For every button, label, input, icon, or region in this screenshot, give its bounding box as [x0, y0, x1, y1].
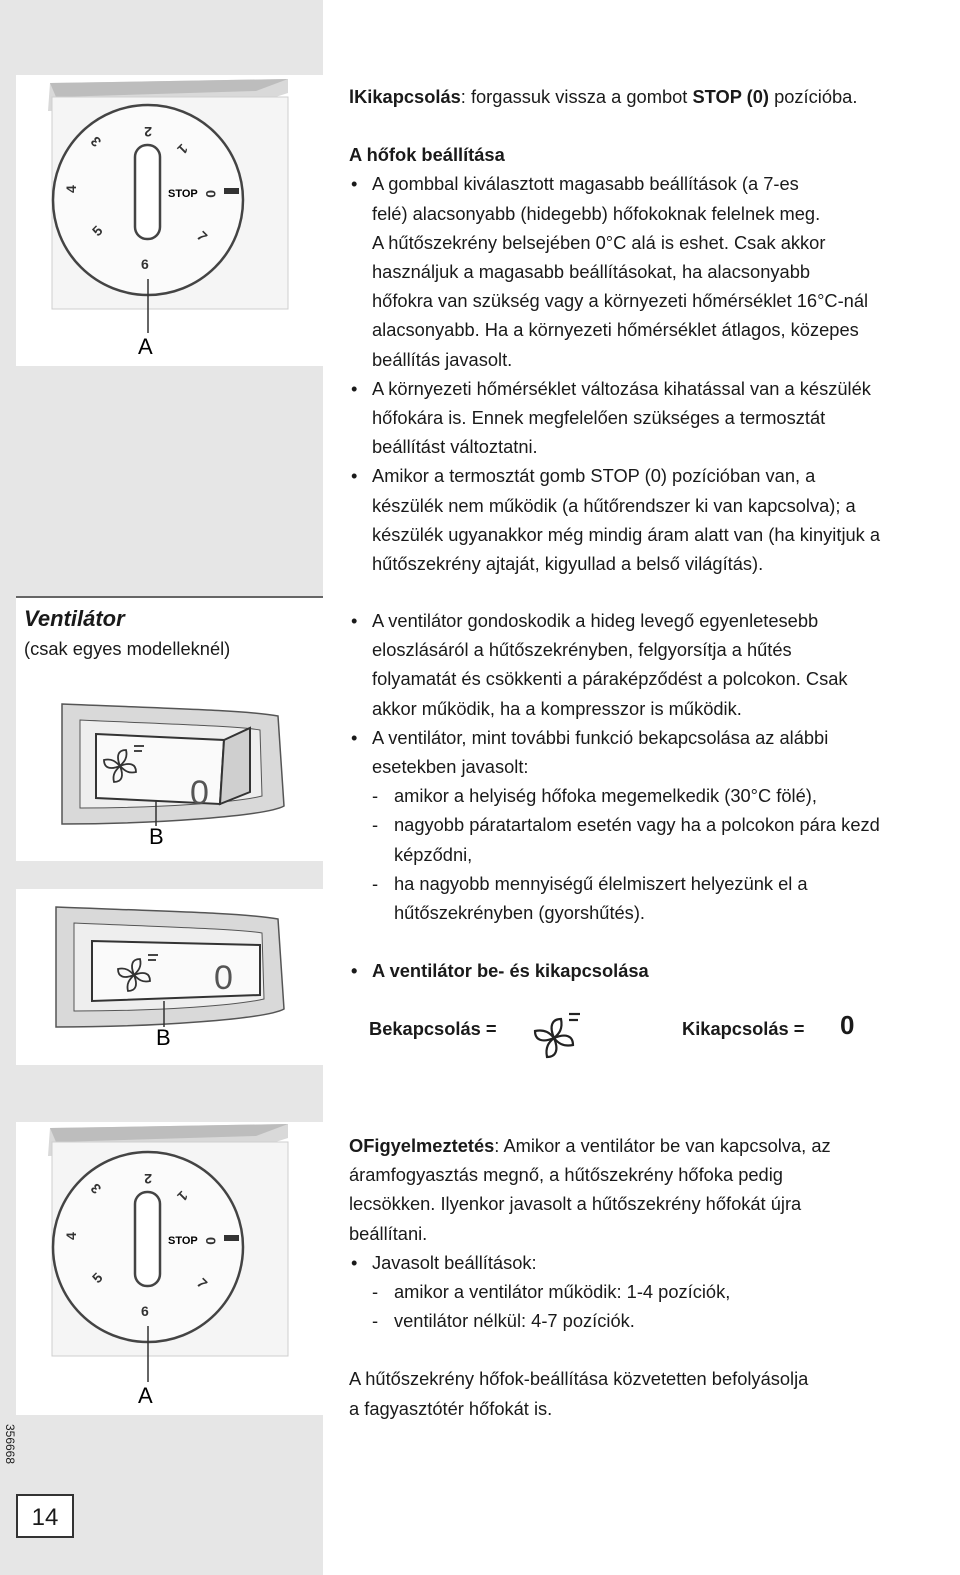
fan-off-label: Kikapcsolás =: [682, 1018, 805, 1039]
dash-item-temperature: - amikor a helyiség hőfoka megemelkedik (30°C fölé),: [349, 781, 959, 810]
dial-number-7: 7: [193, 227, 211, 245]
figure-label-a: A: [138, 1383, 153, 1408]
bullet-stop-position: • Amikor a termosztát gomb STOP (0) pozícióban van, a készülék nem működik (a hűtőrendszer ki van kapcsolva); a készülék ugyanakkor még mindig áram alatt van (ha kinyitjuk a hűtőszekrény ajtaját, kigyullad a belső világítás).: [349, 461, 949, 578]
warning-text-block: OFigyelmeztetés: Amikor a ventilátor be van kapcsolva, az áramfogyasztás megnő, a hűtőszekrény hőfoka pedig lecsökken. Ilyenkor javasolt a hűtőszekrény hőfokát újra beállítani. • Javasolt beállítások: - amikor a ventilátor működik: 1-4 pozíciók, - ventilátor nélkül: 4-7 pozíciók. A hűtőszekrény hőfok-beállítása közvetetten befolyásolja a fagyasztótér hőfokát is.: [349, 1131, 949, 1423]
fan-section-subtitle: (csak egyes modelleknél): [24, 638, 231, 659]
dial-number-1: 1: [174, 1187, 192, 1205]
fan-text-block: • A ventilátor gondoskodik a hideg levegő egyenletesebb eloszlásáról a hűtőszekrényben, felgyorsítja a hűtés folyamatát és csökkenti a páraképződést a polcokon. Csak akkor működik, ha a kompresszor is működik. • A ventilátor, mint további funkció bekapcsolása az alábbi esetekben javasolt: - amikor a helyiség hőfoka megemelkedik (30°C fölé), - nagyobb páratartalom esetén vagy ha a polcokon pára kezd képződni, - ha nagyobb mennyiségű élelmiszert helyezünk el a hűtőszekrényben (gyorshűtés).: [349, 606, 959, 927]
dial-number-3: 3: [87, 1180, 105, 1198]
switch-off-instruction: lKikapcsolás: forgassuk vissza a gombot STOP (0) pozícióba.: [349, 86, 858, 107]
switch-zero-label: 0: [190, 774, 209, 812]
dial-number-1: 1: [174, 140, 192, 158]
dial-number-4: 4: [63, 185, 79, 193]
dial-number-6: 6: [141, 256, 149, 272]
dial-number-5: 5: [88, 1269, 106, 1287]
dash-item-fan-on: - amikor a ventilátor működik: 1-4 pozíciók,: [349, 1277, 949, 1306]
bullet-fan-function: • A ventilátor gondoskodik a hideg levegő egyenletesebb eloszlásáról a hűtőszekrényben, felgyorsítja a hűtés folyamatát és csökkenti a páraképződést a polcokon. Csak akkor működik, ha a kompresszor is működik.: [349, 606, 959, 723]
dial-stop-label: STOP: [168, 1235, 198, 1247]
switch-figure-2: [16, 889, 323, 1065]
switch-zero-label: 0: [214, 959, 233, 997]
fan-section-header: [16, 596, 323, 688]
fan-off-symbol: 0: [840, 1010, 855, 1040]
temperature-heading: A hőfok beállítása: [349, 144, 505, 166]
dial-number-2: 2: [144, 124, 152, 140]
fan-section-title: Ventilátor: [24, 606, 125, 631]
fan-rocker-switch-flat-illustration: [16, 889, 323, 1065]
page-number: 14: [16, 1494, 74, 1538]
thermostat-dial-illustration: [16, 1122, 323, 1415]
dash-item-fan-off: - ventilátor nélkül: 4-7 pozíciók.: [349, 1306, 949, 1335]
bullet-recommended-settings: • Javasolt beállítások:: [349, 1248, 949, 1277]
warning-paragraph: OFigyelmeztetés: Amikor a ventilátor be van kapcsolva, az: [349, 1135, 831, 1156]
dial-number-0: 0: [203, 1237, 219, 1245]
figure-label-b: B: [156, 1025, 171, 1050]
fan-rocker-switch-illustration: [16, 686, 323, 861]
document-number: 356668: [3, 1423, 17, 1465]
thermostat-dial-illustration: [16, 75, 323, 366]
dash-item-food: - ha nagyobb mennyiségű élelmiszert helyezünk el a: [349, 869, 959, 898]
bullet-fan-recommended: • A ventilátor, mint további funkció bekapcsolása az alábbi esetekben javasolt:: [349, 723, 959, 781]
dial-number-7: 7: [193, 1274, 211, 1292]
bullet-higher-settings: • A gombbal kiválasztott magasabb beállítások (a 7-es felé) alacsonyabb (hidegebb) hőfokoknak felelnek meg. A hűtőszekrény belsejében 0°C alá is eshet. Csak akkor használjuk a magasabb beállításokat, ha alacsonyabb hőfokra van szükség vagy a környezeti hőmérséklet 16°C-nál alacsonyabb. Ha a környezeti hőmérséklet átlagos, közepes beállítás javasolt.: [349, 169, 949, 373]
dial-figure-top: [16, 75, 323, 366]
fan-icon: [532, 1008, 582, 1060]
thermostat-text-block: [349, 82, 949, 578]
dial-number-3: 3: [87, 133, 105, 151]
fan-onoff-heading: • A ventilátor be- és kikapcsolása: [349, 956, 849, 985]
bullet-ambient-temperature: • A környezeti hőmérséklet változása kihatással van a készülék hőfokára is. Ennek megfelelően szükséges a termosztát beállítást változtatni.: [349, 374, 949, 462]
dash-item-humidity: - nagyobb páratartalom esetén vagy ha a polcokon pára kezd: [349, 810, 959, 839]
dial-number-2: 2: [144, 1171, 152, 1187]
freezer-note: A hűtőszekrény hőfok-beállítása közvetetten befolyásolja: [349, 1368, 809, 1390]
figure-label-b: B: [149, 824, 164, 849]
fan-on-label: Bekapcsolás =: [369, 1018, 497, 1039]
dial-number-4: 4: [63, 1232, 79, 1240]
dial-stop-label: STOP: [168, 188, 198, 200]
switch-figure-1: [16, 686, 323, 861]
figure-label-a: A: [138, 334, 153, 359]
dial-number-0: 0: [203, 190, 219, 198]
dial-figure-bottom: [16, 1122, 323, 1415]
dial-number-5: 5: [88, 222, 106, 240]
dial-number-6: 6: [141, 1303, 149, 1319]
